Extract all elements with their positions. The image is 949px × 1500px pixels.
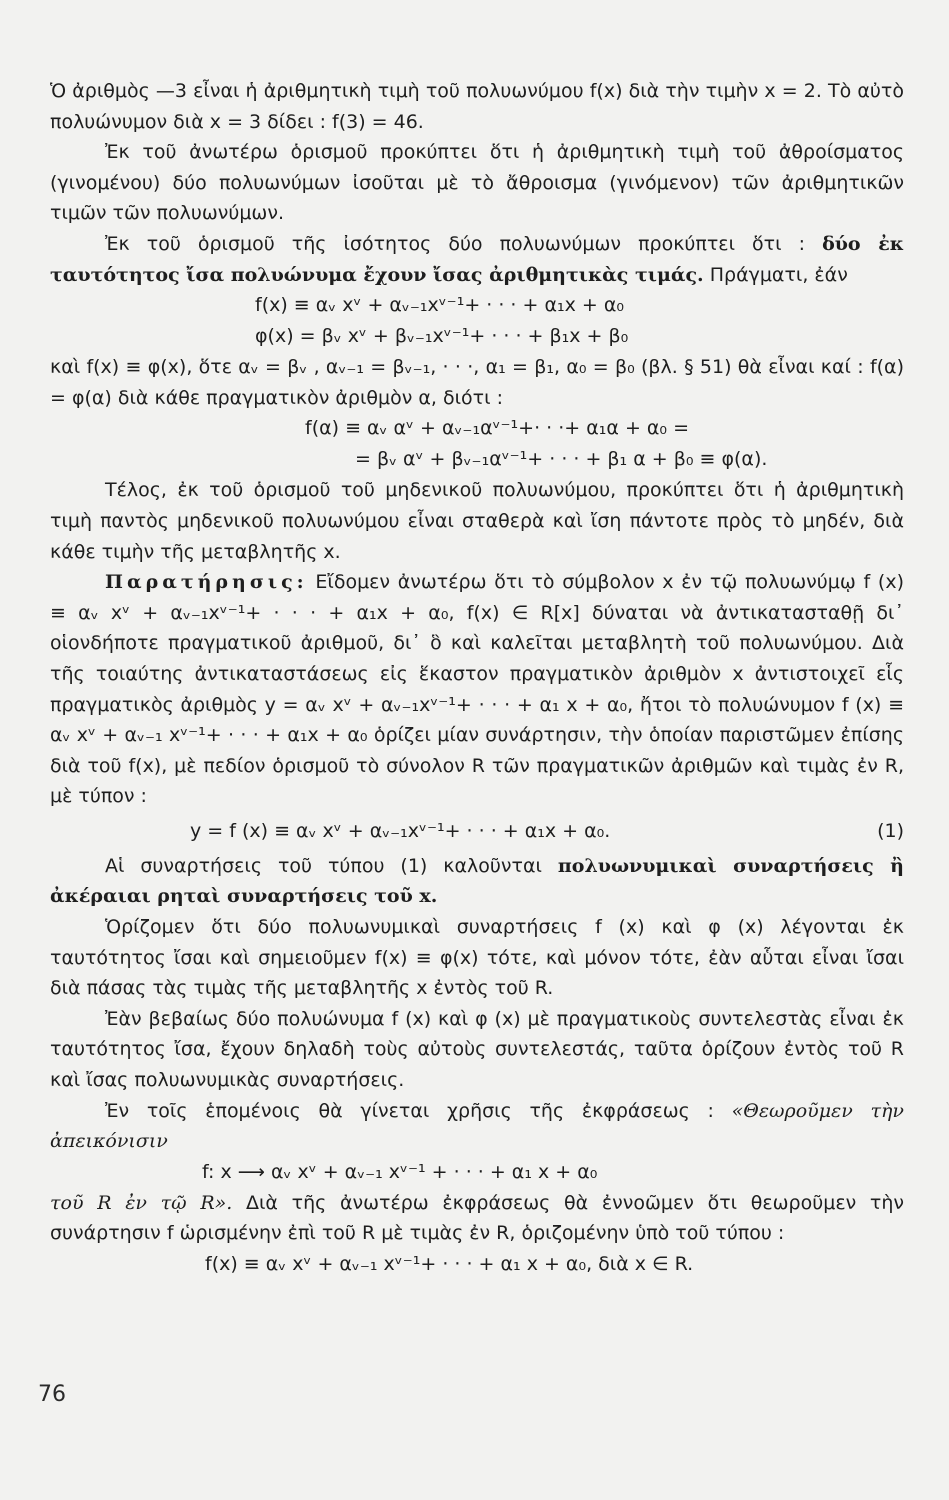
paragraph-3-text: Ἐκ τοῦ ὁρισμοῦ τῆς ἰσότητος δύο πολυωνύμων προκύπτει ὅτι :: [105, 232, 823, 255]
paragraph-11-text: Διὰ τῆς ἀνωτέρω ἐκφράσεως θὰ ἐννοῶμεν ὅτι θεωροῦμεν τὴν συνάρτησιν f ὡρισμένην ἐπὶ τοῦ R μὲ τιμὰς ἐν R, ὁριζομένην ὑπὸ τοῦ τύπου :: [50, 1191, 904, 1245]
equation-last: f(x) ≡ αᵥ xᵛ + αᵥ₋₁ xᵛ⁻¹+ · · · + α₁ x + α₀, διὰ x ∈ R.: [205, 1253, 694, 1275]
paragraph-10: [50, 1096, 904, 1157]
paragraph-7: [50, 851, 904, 912]
paragraph-5: Τέλος, ἐκ τοῦ ὁρισμοῦ τοῦ μηδενικοῦ πολυωνύμου, προκύπτει ὅτι ἡ ἀριθμητικὴ τιμὴ παντὸς μηδενικοῦ πολυωνύμου εἶναι σταθερὰ καὶ ἴση πάντοτε πρὸς τὸ μηδέν, διὰ κάθε τιμὴν τῆς μεταβλητῆς x.: [50, 479, 904, 563]
equation-1-body: y = f (x) ≡ αᵥ xᵛ + αᵥ₋₁xᵛ⁻¹+ · · · + α₁x + α₀.: [190, 819, 611, 842]
paragraph-10-italic: «Θεωροῦμεν τὴν ἀπεικόνισιν: [50, 1099, 904, 1153]
paragraph-3: [50, 229, 904, 290]
equation-phi: φ(x) = βᵥ xᵛ + βᵥ₋₁xᵛ⁻¹+ · · · + β₁x + β₀: [255, 325, 629, 348]
equation-f-alpha-cont: = βᵥ αᵛ + βᵥ₋₁αᵛ⁻¹+ · · · + β₁ α + β₀ ≡ φ(α).: [355, 448, 768, 471]
remark-text: Εἴδομεν ἀνωτέρω ὅτι τὸ σύμβολον x ἐν τῷ πολυωνύμῳ f (x) ≡ αᵥ xᵛ + αᵥ₋₁xᵛ⁻¹+ · · · + α₁x + α₀, f(x) ∈ R[x] δύναται νὰ ἀντικατασταθῇ δι᾽ οἱονδήποτε πραγματικοῦ ἀριθμοῦ, δι᾽ ὃ καὶ καλεῖται μεταβλητὴ τοῦ πολυωνύμου. Διὰ τῆς τοιαύτης ἀντικαταστάσεως εἰς ἕκαστον πραγματικὸν ἀριθμὸν x ἀντιστοιχεῖ εἷς πραγματικὸς ἀριθμὸς y = αᵥ xᵛ + αᵥ₋₁xᵛ⁻¹+ · · · + α₁ x + α₀, ἤτοι τὸ πολυώνυμον f (x) ≡ αᵥ xᵛ + αᵥ₋₁ xᵛ⁻¹+ · · · + α₁x + α₀ ὁρίζει μίαν συνάρτησιν, τὴν ὁποίαν παριστῶμεν ἐπίσης διὰ τοῦ f(x), μὲ πεδίον ὁρισμοῦ τὸ σύνολον R τῶν πραγματικῶν ἀριθμῶν καὶ τιμὰς ἐν R, μὲ τύπον :: [50, 571, 904, 808]
paragraph-9: Ἐὰν βεβαίως δύο πολυώνυμα f (x) καὶ φ (x) μὲ πραγματικοὺς συντελεστὰς εἶναι ἐκ ταυτότητος ἴσα, ἔχουν δηλαδὴ τοὺς αὐτοὺς συντελεστάς, ταῦτα ὁρίζουν ἐντὸς τοῦ R καὶ ἴσας πολυωνυμικὰς συναρτήσεις.: [50, 1007, 904, 1092]
paragraph-1: Ὁ ἀριθμὸς —3 εἶναι ἡ ἀριθμητικὴ τιμὴ τοῦ πολυωνύμου f(x) διὰ τὴν τιμὴν x = 2. Τὸ αὐτὸ πολυώνυμον διὰ x = 3 δίδει : f(3) = 46.: [50, 80, 904, 133]
equation-map: f: x ⟶ αᵥ xᵛ + αᵥ₋₁ xᵛ⁻¹ + · · · + α₁ x + α₀: [202, 1160, 598, 1183]
paragraph-3-bold: δύο ἐκ ταυτότητος ἴσα πολυώνυμα ἔχουν ἴσας ἀριθμητικὰς τιμάς.: [50, 232, 905, 286]
page-number: 76: [38, 1382, 66, 1407]
paragraph-3-tail: Πράγματι, ἐάν: [703, 263, 848, 286]
paragraph-7-text: Αἱ συναρτήσεις τοῦ τύπου (1) καλοῦνται: [105, 854, 558, 877]
equation-f-alpha: f(α) ≡ αᵥ αᵛ + αᵥ₋₁αᵛ⁻¹+· · ·+ α₁α + α₀ =: [305, 417, 689, 440]
equation-1: [50, 816, 904, 847]
paragraph-7-bold: πολυωνυμικαὶ συναρτήσεις ἢ ἀκέραιαι ρηταὶ συναρτήσεις τοῦ x.: [50, 854, 904, 908]
paragraph-4: καὶ f(x) ≡ φ(x), ὅτε αᵥ = βᵥ , αᵥ₋₁ = βᵥ₋₁, · · ·, α₁ = β₁, α₀ = β₀ (βλ. § 51) θὰ εἶναι καί : f(α) = φ(α) διὰ κάθε πραγματικὸν ἀριθμὸν α, διότι :: [50, 356, 904, 409]
paragraph-11: [50, 1188, 904, 1249]
remark-label: Παρατήρησις:: [105, 571, 308, 594]
paragraph-8: Ὁρίζομεν ὅτι δύο πολυωνυμικαὶ συναρτήσεις f (x) καὶ φ (x) λέγονται ἐκ ταυτότητος ἴσαι καὶ σημειοῦμεν f(x) ≡ φ(x) τότε, καὶ μόνον τότε, ἐὰν αὗται εἶναι ἴσαι διὰ πάσας τὰς τιμὰς τῆς μεταβλητῆς x ἐντὸς τοῦ R.: [50, 916, 904, 1000]
equation-1-number: (1): [877, 819, 904, 842]
equation-f: f(x) ≡ αᵥ xᵛ + αᵥ₋₁xᵛ⁻¹+ · · · + α₁x + α₀: [255, 294, 624, 317]
paragraph-11-italic: τοῦ R ἐν τῷ R».: [50, 1191, 233, 1214]
paragraph-2: Ἐκ τοῦ ἀνωτέρω ὁρισμοῦ προκύπτει ὅτι ἡ ἀριθμητικὴ τιμὴ τοῦ ἀθροίσματος (γινομένου) δύο πολυωνύμων ἰσοῦται μὲ τὸ ἄθροισμα (γινόμενον) τῶν ἀριθμητικῶν τιμῶν τῶν πολυωνύμων.: [50, 141, 904, 225]
paragraph-10-text: Ἐν τοῖς ἑπομένοις θὰ γίνεται χρῆσις τῆς ἐκφράσεως :: [105, 1099, 732, 1122]
paragraph-remark: [50, 567, 904, 812]
